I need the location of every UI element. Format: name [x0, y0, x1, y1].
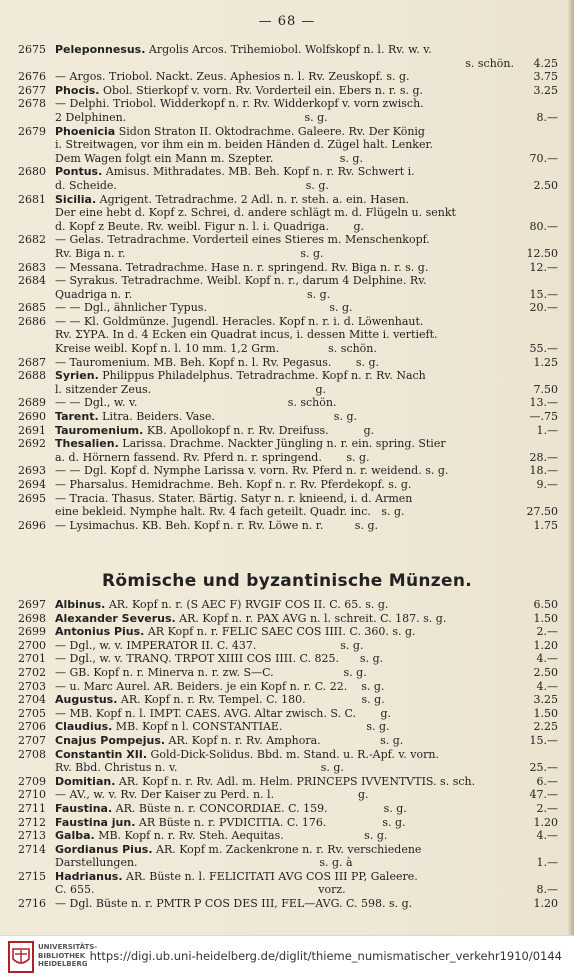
lot-description: [55, 301, 514, 315]
lot-price: 6.50: [533, 598, 558, 611]
catalog-line: [18, 43, 558, 57]
lot-price: 18.—: [529, 464, 558, 478]
lot-price: 2.—: [536, 801, 558, 815]
lot-description: [55, 843, 514, 857]
lot-price: 3.25: [533, 693, 558, 707]
catalog-line: [18, 410, 558, 424]
lot-text: Agrigent. Tetradrachme. 2 Adl. n. r. steh. a. ein. Hasen.: [96, 192, 410, 206]
lot-price: 1.—: [536, 423, 558, 437]
lot-description: [55, 138, 514, 152]
lot-text: — Lysimachus. KB. Beh. Kopf n. r. Rv. Löwe n. r. s. g.: [55, 518, 378, 532]
lot-region-name: Pontus.: [55, 165, 103, 179]
lot-description: [55, 748, 514, 762]
lot-text: AR. Kopf n. r. PAX AVG n. l. schreit. C. 187. s. g.: [175, 611, 447, 625]
lot-text: — — Dgl., ähnlicher Typus. s. g.: [55, 301, 353, 315]
lot-text: MB. Kopf n l. CONSTANTIAE. s. g.: [112, 720, 390, 734]
lot-text: AR Kopf n. r. FELIC SAEC COS IIII. C. 360. s. g.: [144, 625, 416, 639]
lot-number: 2681: [18, 192, 46, 206]
lot-region-name: Phoenicia: [55, 124, 116, 138]
lot-number: 2678: [18, 97, 46, 111]
lot-text: Gold-Dick-Solidus. Bbd. m. Stand. u. R.-Apf. v. vorn.: [147, 747, 439, 761]
lot-description: [55, 761, 514, 775]
lot-text: Amisus. Mithradates. MB. Beh. Kopf n. r. Rv. Schwert i.: [102, 165, 415, 179]
lot-description: [55, 315, 514, 329]
lot-description: [55, 478, 514, 492]
lot-description: [55, 261, 514, 275]
lot-text: Larissa. Drachme. Nackter Jüngling n. r. ein. spring. Stier: [118, 437, 446, 451]
lot-description: [55, 598, 514, 612]
catalog-line: [18, 233, 558, 247]
lot-text: a. d. Hörnern fassend. Rv. Pferd n. r. springend. s. g.: [55, 450, 370, 464]
lot-text: — — Kl. Goldmünze. Jugendl. Heracles. Kopf n. r. i. d. Löwenhaut.: [55, 314, 424, 328]
catalog-line: [18, 816, 558, 830]
lot-description: [55, 383, 514, 397]
lot-description: [55, 652, 514, 666]
lot-price: 13.—: [529, 396, 558, 410]
lot-text: Kreise weibl. Kopf n. l. 10 mm. 1,2 Grm. s. schön.: [55, 342, 377, 356]
lot-text: s. schön.: [465, 56, 514, 70]
lot-description: [55, 220, 514, 234]
lot-description: [55, 897, 514, 911]
lot-description: [55, 410, 514, 424]
catalog-line: [18, 761, 558, 775]
lot-description: [55, 70, 514, 84]
catalog-line: [18, 639, 558, 653]
lot-region-name: Thesalien.: [55, 437, 119, 451]
lot-text: — — Dgl. Kopf d. Nymphe Larissa v. vorn. Rv. Pferd n. r. weidend. s. g.: [55, 464, 449, 478]
catalog-section-roman: [18, 598, 558, 911]
lot-description: [55, 43, 514, 57]
lot-description: [55, 424, 514, 438]
catalog-line: [18, 138, 558, 152]
lot-number: 2699: [18, 625, 46, 639]
lot-number: 2700: [18, 638, 46, 652]
lot-description: [55, 802, 514, 816]
lot-price: 1.75: [533, 518, 558, 532]
catalog-line: [18, 356, 558, 370]
page-number: — 68 —: [258, 14, 316, 29]
lot-price: 28.—: [529, 450, 558, 464]
lot-price: 1.—: [536, 856, 558, 870]
lot-price: 55.—: [529, 342, 558, 356]
lot-description: [55, 693, 514, 707]
lot-text: — Dgl., w. v. IMPERATOR II. C. 437. s. g.: [55, 638, 364, 652]
lot-description: [55, 111, 514, 125]
catalog-line: [18, 261, 558, 275]
lot-number: 2708: [18, 747, 46, 761]
catalog-line: [18, 111, 558, 125]
lot-description: [55, 125, 514, 139]
catalog-line: [18, 625, 558, 639]
catalog-line: [18, 802, 558, 816]
lot-text: AR. Kopf m. Zackenkrone n. r. Rv. verschiedene: [152, 842, 422, 856]
lot-price: 47.—: [529, 788, 558, 802]
lot-description: [55, 666, 514, 680]
lot-number: 2716: [18, 897, 46, 911]
lot-number: 2675: [18, 43, 46, 56]
lot-price: 1.20: [533, 815, 558, 829]
lot-text: AR. Kopf n. r. Rv. Tempel. C. 180. s. g.: [117, 693, 385, 707]
lot-region-name: Sicilia.: [55, 192, 97, 206]
catalog-line: [18, 478, 558, 492]
lot-number: 2680: [18, 165, 46, 179]
lot-description: [55, 639, 514, 653]
lot-price: 7.50: [533, 382, 558, 396]
lot-price: 2.50: [533, 178, 558, 192]
lot-text: KB. Apollokopf n. r. Rv. Dreifuss. g.: [143, 423, 375, 437]
catalog-line: [18, 775, 558, 789]
lot-price: 8.—: [536, 110, 558, 124]
lot-price: 2.50: [533, 665, 558, 679]
lot-number: 2707: [18, 733, 46, 747]
catalog-line: [18, 652, 558, 666]
lot-description: [55, 193, 514, 207]
lot-text: eine bekleid. Nymphe halt. Rv. 4 fach geteilt. Quadr. inc. s. g.: [55, 505, 405, 519]
lot-text: Argolis Arcos. Trihemiobol. Wolfskopf n. l. Rv. w. v.: [145, 43, 432, 56]
lot-text: AR. Kopf n. r. Rv. Amphora. s. g.: [165, 733, 404, 747]
lot-number: 2679: [18, 124, 46, 138]
lot-number: 2682: [18, 233, 46, 247]
lot-price: 4.25: [533, 56, 558, 70]
lot-text: — GB. Kopf n. r. Minerva n. r. zw. S—C. s. g.: [55, 665, 367, 679]
catalog-section-greek: [18, 43, 558, 532]
lot-description: [55, 612, 514, 626]
lot-number: 2702: [18, 665, 46, 679]
viewer-footer: [0, 935, 574, 978]
catalog-line: [18, 612, 558, 626]
lot-text: Rv. Biga n. r. s. g.: [55, 246, 324, 260]
lot-description: [55, 707, 514, 721]
lot-text: — Tauromenium. MB. Beh. Kopf n. l. Rv. Pegasus. s. g.: [55, 355, 380, 369]
lot-text: Der eine hebt d. Kopf z. Schrei, d. andere schlägt m. d. Flügeln u. senkt: [55, 206, 456, 220]
catalog-line: [18, 598, 558, 612]
lot-description: [55, 519, 514, 533]
lot-description: [55, 775, 514, 789]
lot-price: 20.—: [529, 301, 558, 315]
lot-number: 2688: [18, 369, 46, 383]
lot-price: 27.50: [526, 505, 558, 519]
lot-description: [55, 625, 514, 639]
lot-text: l. sitzender Zeus. g.: [55, 382, 327, 396]
catalog-line: [18, 451, 558, 465]
lot-price: 9.—: [536, 478, 558, 491]
lot-text: — Delphi. Triobol. Widderkopf n. r. Rv. Widderkopf v. vorn zwisch.: [55, 97, 424, 111]
lot-region-name: Faustina jun.: [55, 815, 136, 829]
lot-region-name: Albinus.: [55, 598, 106, 611]
lot-description: [55, 464, 514, 478]
catalog-line: [18, 883, 558, 897]
catalog-line: [18, 288, 558, 302]
catalog-line: [18, 788, 558, 802]
lot-description: [55, 734, 514, 748]
catalog-line: [18, 247, 558, 261]
catalog-line: [18, 315, 558, 329]
lot-number: 2689: [18, 396, 46, 410]
lot-price: 12.—: [529, 260, 558, 274]
lot-description: [55, 492, 514, 506]
lot-number: 2715: [18, 869, 46, 883]
lot-price: 2.—: [536, 625, 558, 639]
lot-text: Darstellungen. s. g. à: [55, 856, 353, 870]
catalog-line: [18, 748, 558, 762]
lot-price: 8.—: [536, 883, 558, 897]
lot-description: [55, 206, 514, 220]
section-heading: Römische und byzantinische Münzen.: [101, 571, 472, 591]
lot-description: [55, 680, 514, 694]
lot-number: 2692: [18, 437, 46, 451]
lot-number: 2690: [18, 410, 46, 424]
lot-description: [55, 165, 514, 179]
catalog-line: [18, 220, 558, 234]
lot-number: 2701: [18, 652, 46, 666]
lot-text: — Pharsalus. Hemidrachme. Beh. Kopf n. r. Rv. Pferdekopf. s. g.: [55, 478, 412, 491]
lot-text: — Dgl., w. v. TRANQ. TRPOT XIIII COS IIII. C. 825. s. g.: [55, 652, 384, 666]
lot-region-name: Tauromenium.: [55, 423, 144, 437]
lot-text: Quadriga n. r. s. g.: [55, 287, 331, 301]
lot-price: 80.—: [529, 219, 558, 233]
lot-text: Sidon Straton II. Oktodrachme. Galeere. Rv. Der König: [115, 124, 425, 138]
lot-region-name: Gordianus Pius.: [55, 842, 153, 856]
catalog-line: [18, 666, 558, 680]
lot-price: 12.50: [526, 246, 558, 260]
lot-number: 2713: [18, 829, 46, 843]
lot-region-name: Antonius Pius.: [55, 625, 145, 639]
lot-text: MB. Kopf n. r. Rv. Steh. Aequitas. s. g.: [94, 829, 388, 843]
lot-description: [55, 829, 514, 843]
lot-description: [55, 97, 514, 111]
lot-price: 15.—: [529, 287, 558, 301]
catalog-line: [18, 424, 558, 438]
lot-number: 2676: [18, 70, 46, 84]
lot-text: AR. Kopf n. r. Rv. Adl. m. Helm. PRINCEPS IVVENTVTIS. s. sch.: [115, 774, 476, 788]
lot-price: 4.—: [536, 829, 558, 843]
lot-text: — Syrakus. Tetradrachme. Weibl. Kopf n. r., darum 4 Delphine. Rv.: [55, 274, 427, 288]
lot-price: 25.—: [529, 761, 558, 775]
lot-text: — u. Marc Aurel. AR. Beiders. je ein Kopf n. r. C. 22. s. g.: [55, 679, 385, 693]
catalog-line: [18, 519, 558, 533]
lot-price: 2.25: [533, 720, 558, 734]
lot-number: 2703: [18, 679, 46, 693]
lot-description: [55, 437, 514, 451]
lot-price: 3.75: [533, 70, 558, 84]
lot-description: [55, 396, 514, 410]
lot-text: AR. Büste n. r. CONCORDIAE. C. 159. s. g.: [112, 801, 407, 815]
lot-text: Dem Wagen folgt ein Mann m. Szepter. s. g.: [55, 151, 363, 165]
lot-number: 2684: [18, 274, 46, 288]
lot-number: 2710: [18, 788, 46, 802]
lot-price: 1.50: [533, 706, 558, 720]
lot-number: 2691: [18, 423, 46, 437]
lot-description: [55, 288, 514, 302]
lot-number: 2693: [18, 464, 46, 478]
lot-price: 1.20: [533, 638, 558, 652]
catalog-line: [18, 179, 558, 193]
lot-number: 2685: [18, 301, 46, 315]
lot-number: 2686: [18, 314, 46, 328]
lot-region-name: Tarent.: [55, 410, 99, 424]
lot-description: [55, 179, 514, 193]
lot-number: 2706: [18, 720, 46, 734]
lot-description: [55, 84, 514, 98]
lot-text: C. 655. vorz.: [55, 883, 346, 897]
lot-description: [55, 870, 514, 884]
catalog-line: [18, 492, 558, 506]
lot-price: 15.—: [529, 733, 558, 747]
lot-number: 2711: [18, 801, 46, 815]
lot-number: 2687: [18, 355, 46, 369]
lot-description: [55, 856, 514, 870]
catalog-line: [18, 505, 558, 519]
lot-number: 2694: [18, 478, 46, 491]
catalog-line: [18, 274, 558, 288]
lot-number: 2695: [18, 491, 46, 505]
lot-region-name: Constantin XII.: [55, 747, 148, 761]
lot-price: 6.—: [536, 774, 558, 788]
lot-text: — Argos. Triobol. Nackt. Zeus. Aphesios n. l. Rv. Zeuskopf. s. g.: [55, 70, 410, 84]
lot-price: 1.20: [533, 897, 558, 911]
catalog-line: [18, 870, 558, 884]
catalog-line: [18, 369, 558, 383]
library-name: UNIVERSITÄTS- BIBLIOTHEK HEIDELBERG: [38, 943, 98, 968]
lot-text: — — Dgl., w. v. s. schön.: [55, 396, 337, 410]
lot-description: [55, 883, 514, 897]
lot-region-name: Augustus.: [55, 693, 118, 707]
lot-description: [55, 57, 514, 71]
lot-price: —.75: [529, 410, 558, 424]
catalog-line: [18, 165, 558, 179]
lot-region-name: Domitian.: [55, 774, 116, 788]
lot-region-name: Faustina.: [55, 801, 113, 815]
lot-number: 2683: [18, 260, 46, 274]
lot-description: [55, 720, 514, 734]
lot-text: — Gelas. Tetradrachme. Vorderteil eines Stieres m. Menschenkopf.: [55, 233, 430, 247]
catalog-line: [18, 396, 558, 410]
catalog-line: [18, 383, 558, 397]
catalog-line: [18, 57, 558, 71]
lot-description: [55, 152, 514, 166]
lot-description: [55, 816, 514, 830]
lot-number: 2704: [18, 693, 46, 707]
catalog-line: [18, 70, 558, 84]
catalog-line: [18, 693, 558, 707]
catalog-line: [18, 843, 558, 857]
lot-text: Rv. Bbd. Christus n. v. s. g.: [55, 761, 344, 775]
lot-description: [55, 233, 514, 247]
catalog-line: [18, 680, 558, 694]
lot-description: [55, 247, 514, 261]
lot-description: [55, 274, 514, 288]
lot-description: [55, 342, 514, 356]
lot-number: 2697: [18, 598, 46, 611]
lot-price: 1.25: [533, 355, 558, 369]
lot-region-name: Phocis.: [55, 83, 100, 97]
lot-description: [55, 356, 514, 370]
lot-text: AR. Kopf n. r. (S AEC F) RVGIF COS II. C. 65. s. g.: [105, 598, 389, 611]
lot-text: — Tracia. Thasus. Stater. Bärtig. Satyr n. r. knieend, i. d. Armen: [55, 491, 413, 505]
lot-number: 2677: [18, 83, 46, 97]
lot-price: 4.—: [536, 652, 558, 666]
page-edge-shadow: [568, 0, 574, 935]
catalog-line: [18, 856, 558, 870]
catalog-line: [18, 328, 558, 342]
lot-region-name: Syrien.: [55, 369, 99, 383]
catalog-line: [18, 125, 558, 139]
catalog-line: [18, 437, 558, 451]
lot-text: AR. Büste n. l. FELICITATI AVG COS III PP, Galeere.: [122, 869, 418, 883]
lot-text: — Messana. Tetradrachme. Hase n. r. springend. Rv. Biga n. r. s. g.: [55, 260, 429, 274]
lot-text: 2 Delphinen. s. g.: [55, 110, 328, 124]
lot-text: i. Streitwagen, vor ihm ein m. beiden Händen d. Zügel halt. Lenker.: [55, 138, 434, 152]
lot-text: d. Kopf z Beute. Rv. weibl. Figur n. l. i. Quadriga. g.: [55, 219, 364, 233]
lot-number: 2714: [18, 842, 46, 856]
lot-text: — AV., w. v. Rv. Der Kaiser zu Perd. n. l. g.: [55, 788, 369, 802]
catalog-line: [18, 206, 558, 220]
catalog-line: [18, 97, 558, 111]
lot-number: 2698: [18, 611, 46, 625]
lot-description: [55, 451, 514, 465]
lot-number: 2696: [18, 518, 46, 532]
lot-description: [55, 328, 514, 342]
lot-text: AR Büste n. r. PVDICITIA. C. 176. s. g.: [135, 815, 406, 829]
lot-text: Litra. Beiders. Vase. s. g.: [98, 410, 357, 424]
lot-region-name: Galba.: [55, 829, 95, 843]
catalog-line: [18, 464, 558, 478]
catalog-line: [18, 897, 558, 911]
lot-region-name: Hadrianus.: [55, 869, 123, 883]
catalog-line: [18, 152, 558, 166]
catalog-line: [18, 301, 558, 315]
catalog-line: [18, 193, 558, 207]
source-url-link[interactable]: https://digi.ub.uni-heidelberg.de/diglit/thieme_numismatischer_verkehr1910/0144: [89, 949, 562, 963]
lot-region-name: Alexander Severus.: [55, 611, 176, 625]
catalog-line: [18, 734, 558, 748]
catalog-line: [18, 84, 558, 98]
catalog-line: [18, 720, 558, 734]
lot-number: 2709: [18, 774, 46, 788]
lot-text: — Dgl. Büste n. r. PMTR P COS DES III, FEL—AVG. C. 598. s. g.: [55, 897, 413, 911]
lot-text: Rv. ΣΥΡΑ. In d. 4 Ecken ein Quadrat incus, i. dessen Mitte i. vertieft.: [55, 328, 438, 342]
lot-price: 1.50: [533, 611, 558, 625]
lot-price: 70.—: [529, 151, 558, 165]
lot-region-name: Cnajus Pompejus.: [55, 733, 166, 747]
lot-description: [55, 505, 514, 519]
university-seal-icon: [8, 941, 34, 973]
catalog-line: [18, 707, 558, 721]
lot-text: d. Scheide. s. g.: [55, 178, 329, 192]
lot-region-name: Peleponnesus.: [55, 43, 146, 56]
lot-description: [55, 788, 514, 802]
lot-text: Obol. Stierkopf v. vorn. Rv. Vorderteil ein. Ebers n. r. s. g.: [99, 83, 424, 97]
lot-description: [55, 369, 514, 383]
lot-price: 4.—: [536, 679, 558, 693]
lot-price: 3.25: [533, 83, 558, 97]
lot-region-name: Claudius.: [55, 720, 113, 734]
lot-number: 2712: [18, 815, 46, 829]
lot-text: Philippus Philadelphus. Tetradrachme. Kopf n. r. Rv. Nach: [98, 369, 426, 383]
catalog-line: [18, 829, 558, 843]
lot-text: — MB. Kopf n. l. IMPT. CAES. AVG. Altar zwisch. S. C. g.: [55, 706, 392, 720]
catalog-line: [18, 342, 558, 356]
lot-number: 2705: [18, 706, 46, 720]
